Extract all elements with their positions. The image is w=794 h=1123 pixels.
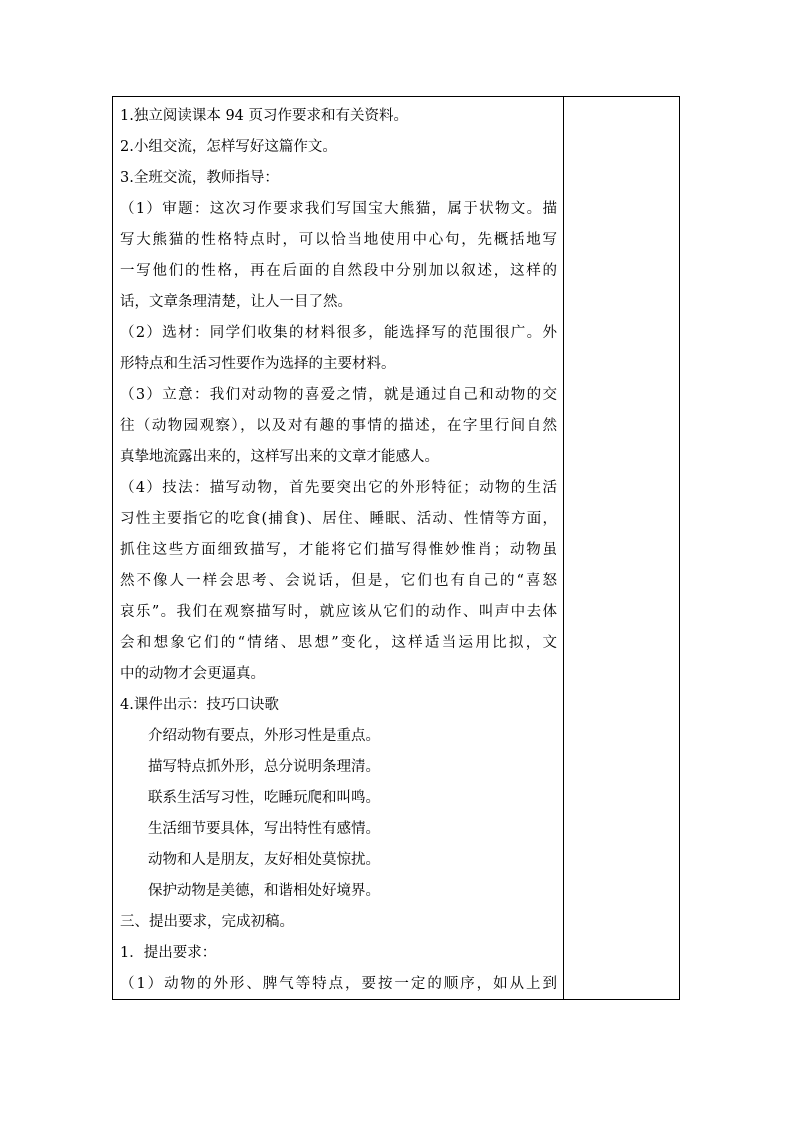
- text-line: 往（动物园观察），以及对有趣的事情的描述，在字里行间自然: [120, 418, 557, 434]
- text-line: 3.全班交流，教师指导：: [120, 170, 279, 186]
- text-line: 习性主要指它的吃食(捕食)、居住、睡眠、活动、性情等方面，: [120, 511, 557, 527]
- rhyme-line: 动物和人是朋友，友好相处莫惊扰。: [148, 852, 380, 868]
- text-line: 三、提出要求，完成初稿。: [120, 914, 294, 930]
- text-line: （2）选材：同学们收集的材料很多，能选择写的范围很广。外: [120, 325, 557, 341]
- text-line: 写大熊猫的性格特点时，可以恰当地使用中心句，先概括地写: [120, 232, 557, 248]
- text-line: （1）审题：这次习作要求我们写国宝大熊猫，属于状物文。描: [120, 201, 557, 217]
- rhyme-line: 保护动物是美德，和谐相处好境界。: [148, 883, 380, 899]
- text-line: 形特点和生活习性要作为选择的主要材料。: [120, 356, 396, 372]
- lesson-table: [112, 96, 680, 1000]
- rhyme-line: 介绍动物有要点，外形习性是重点。: [148, 728, 380, 744]
- rhyme-line: 联系生活写习性，吃睡玩爬和叫鸣。: [148, 790, 380, 806]
- text-line: 2.小组交流，怎样写好这篇作文。: [120, 139, 337, 155]
- text-line: 真挚地流露出来的，这样写出来的文章才能感人。: [120, 449, 439, 465]
- text-line: 话，文章条理清楚，让人一目了然。: [120, 294, 352, 310]
- text-line: （1）动物的外形、脾气等特点，要按一定的顺序，如从上到: [120, 976, 557, 992]
- text-line: 4.课件出示：技巧口诀歌: [120, 697, 279, 713]
- text-line: 1.独立阅读课本 94 页习作要求和有关资料。: [120, 108, 409, 124]
- text-line: 一写他们的性格，再在后面的自然段中分别加以叙述，这样的: [120, 263, 557, 279]
- notes-cell: [564, 97, 679, 999]
- content-cell: [113, 97, 564, 999]
- text-line: （4）技法：描写动物，首先要突出它的外形特征；动物的生活: [120, 480, 557, 496]
- text-line: 1．提出要求：: [120, 945, 217, 961]
- text-line: 会和想象它们的“情绪、思想”变化，这样适当运用比拟，文: [120, 635, 557, 651]
- text-line: 中的动物才会更逼真。: [120, 666, 265, 682]
- rhyme-line: 描写特点抓外形，总分说明条理清。: [148, 759, 380, 775]
- text-line: 哀乐”。我们在观察描写时，就应该从它们的动作、叫声中去体: [120, 604, 557, 620]
- text-line: （3）立意：我们对动物的喜爱之情，就是通过自己和动物的交: [120, 387, 557, 403]
- rhyme-line: 生活细节要具体，写出特性有感情。: [148, 821, 380, 837]
- text-line: 抓住这些方面细致描写，才能将它们描写得惟妙惟肖；动物虽: [120, 542, 557, 558]
- text-line: 然不像人一样会思考、会说话，但是，它们也有自己的“喜怒: [120, 573, 557, 589]
